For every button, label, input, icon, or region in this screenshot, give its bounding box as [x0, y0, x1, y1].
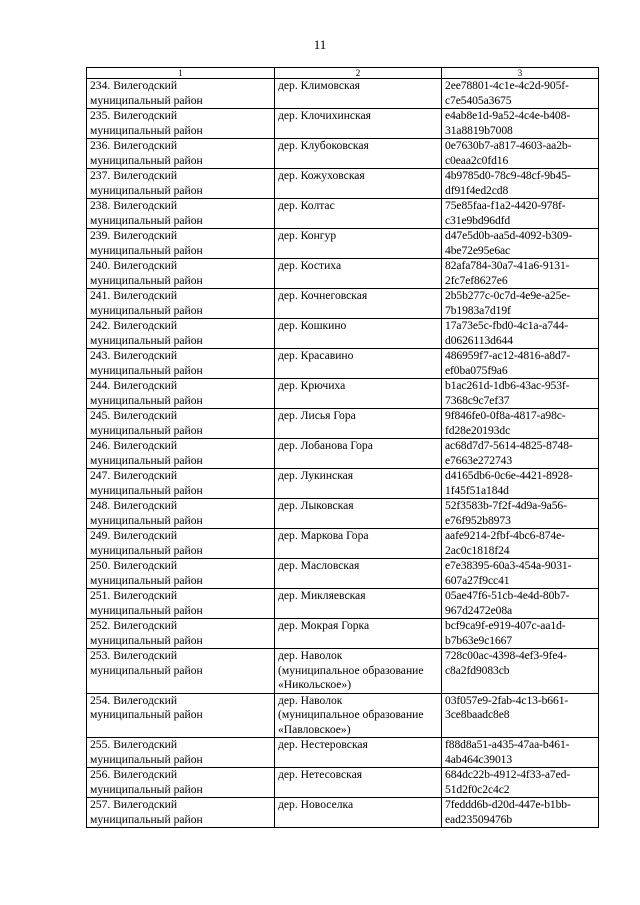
table-row: [87, 199, 599, 229]
district-cell: 249. Вилегодский муниципальный район: [87, 529, 275, 559]
district-cell: 247. Вилегодский муниципальный район: [87, 469, 275, 499]
district-cell: 253. Вилегодский муниципальный район: [87, 649, 275, 694]
settlement-cell: дер. Лобанова Гора: [275, 439, 442, 469]
guid-cell: 75e85faa-f1a2-4420-978f- c31e9bd96dfd: [442, 199, 599, 229]
table-row: [87, 289, 599, 319]
table-row: [87, 439, 599, 469]
district-cell: 255. Вилегодский муниципальный район: [87, 738, 275, 768]
table-row: [87, 738, 599, 768]
district-cell: 245. Вилегодский муниципальный район: [87, 409, 275, 439]
district-cell: 240. Вилегодский муниципальный район: [87, 259, 275, 289]
table-row: [87, 529, 599, 559]
district-cell: 236. Вилегодский муниципальный район: [87, 139, 275, 169]
table-row: [87, 499, 599, 529]
guid-cell: 4b9785d0-78c9-48cf-9b45- df91f4ed2cd8: [442, 169, 599, 199]
table-row: [87, 349, 599, 379]
guid-cell: ac68d7d7-5614-4825-8748- e7663e272743: [442, 439, 599, 469]
table-row: [87, 229, 599, 259]
guid-cell: b1ac261d-1db6-43ac-953f- 7368c9c7ef37: [442, 379, 599, 409]
guid-cell: 684dc22b-4912-4f33-a7ed- 51d2f0c2c4c2: [442, 768, 599, 798]
guid-cell: 82afa784-30a7-41a6-9131- 2fc7ef8627e6: [442, 259, 599, 289]
district-cell: 242. Вилегодский муниципальный район: [87, 319, 275, 349]
settlement-cell: дер. Клубоковская: [275, 139, 442, 169]
guid-cell: 7feddd6b-d20d-447e-b1bb- ead23509476b: [442, 798, 599, 828]
settlement-cell: дер. Мокрая Горка: [275, 619, 442, 649]
guid-cell: f88d8a51-a435-47aa-b461- 4ab464c39013: [442, 738, 599, 768]
table-header-row: [87, 68, 599, 79]
guid-cell: 2ee78801-4c1e-4c2d-905f- c7e5405a3675: [442, 79, 599, 109]
district-cell: 239. Вилегодский муниципальный район: [87, 229, 275, 259]
table-row: [87, 139, 599, 169]
guid-cell: 52f3583b-7f2f-4d9a-9a56- e76f952b8973: [442, 499, 599, 529]
guid-cell: 05ae47f6-51cb-4e4d-80b7- 967d2472e08a: [442, 589, 599, 619]
guid-cell: 17a73e5c-fbd0-4c1a-a744- d0626113d644: [442, 319, 599, 349]
district-cell: 238. Вилегодский муниципальный район: [87, 199, 275, 229]
table-row: [87, 619, 599, 649]
column-header-2: 2: [275, 68, 442, 79]
settlement-cell: дер. Микляевская: [275, 589, 442, 619]
district-cell: 257. Вилегодский муниципальный район: [87, 798, 275, 828]
table-row: [87, 109, 599, 139]
district-cell: 234. Вилегодский муниципальный район: [87, 79, 275, 109]
table-row: [87, 259, 599, 289]
settlement-cell: дер. Конгур: [275, 229, 442, 259]
settlement-cell: дер. Лукинская: [275, 469, 442, 499]
table-row: [87, 693, 599, 738]
district-cell: 241. Вилегодский муниципальный район: [87, 289, 275, 319]
guid-cell: 9f846fe0-0f8a-4817-a98c- fd28e20193dc: [442, 409, 599, 439]
table-row: [87, 79, 599, 109]
guid-cell: bcf9ca9f-e919-407c-aa1d- b7b63e9c1667: [442, 619, 599, 649]
settlement-cell: дер. Кошкино: [275, 319, 442, 349]
guid-cell: 03f057e9-2fab-4c13-b661- 3ce8baadc8e8: [442, 693, 599, 738]
settlement-cell: дер. Лыковская: [275, 499, 442, 529]
column-header-3: 3: [442, 68, 599, 79]
settlement-cell: дер. Новоселка: [275, 798, 442, 828]
settlement-cell: дер. Клочихинская: [275, 109, 442, 139]
table-row: [87, 649, 599, 694]
settlement-cell: дер. Наволок (муниципальное образование «Павловское»): [275, 693, 442, 738]
table-row: [87, 798, 599, 828]
guid-cell: d4165db6-0c6e-4421-8928- 1f45f51a184d: [442, 469, 599, 499]
guid-cell: 0e7630b7-a817-4603-aa2b- c0eaa2c0fd16: [442, 139, 599, 169]
table-row: [87, 768, 599, 798]
page-number: 11: [313, 37, 327, 52]
guid-cell: e4ab8e1d-9a52-4c4e-b408- 31a8819b7008: [442, 109, 599, 139]
settlement-cell: дер. Наволок (муниципальное образование «Никольское»): [275, 649, 442, 694]
guid-cell: 486959f7-ac12-4816-a8d7- ef0ba075f9a6: [442, 349, 599, 379]
settlement-cell: дер. Красавино: [275, 349, 442, 379]
settlements-table: [86, 67, 599, 828]
district-cell: 243. Вилегодский муниципальный район: [87, 349, 275, 379]
table-row: [87, 589, 599, 619]
guid-cell: d47e5d0b-aa5d-4092-b309- 4be72e95e6ac: [442, 229, 599, 259]
column-header-1: 1: [87, 68, 275, 79]
table-row: [87, 379, 599, 409]
district-cell: 244. Вилегодский муниципальный район: [87, 379, 275, 409]
settlement-cell: дер. Маркова Гора: [275, 529, 442, 559]
table-row: [87, 559, 599, 589]
settlement-cell: дер. Кожуховская: [275, 169, 442, 199]
district-cell: 248. Вилегодский муниципальный район: [87, 499, 275, 529]
settlement-cell: дер. Колтас: [275, 199, 442, 229]
district-cell: 252. Вилегодский муниципальный район: [87, 619, 275, 649]
settlement-cell: дер. Крючиха: [275, 379, 442, 409]
guid-cell: 2b5b277c-0c7d-4e9e-a25e- 7b1983a7d19f: [442, 289, 599, 319]
district-cell: 251. Вилегодский муниципальный район: [87, 589, 275, 619]
settlement-cell: дер. Лисья Гора: [275, 409, 442, 439]
district-cell: 256. Вилегодский муниципальный район: [87, 768, 275, 798]
table-row: [87, 469, 599, 499]
settlement-cell: дер. Климовская: [275, 79, 442, 109]
table-row: [87, 409, 599, 439]
settlement-cell: дер. Нетесовская: [275, 768, 442, 798]
settlement-cell: дер. Масловская: [275, 559, 442, 589]
settlement-cell: дер. Костиха: [275, 259, 442, 289]
district-cell: 235. Вилегодский муниципальный район: [87, 109, 275, 139]
guid-cell: e7e38395-60a3-454a-9031- 607a27f9cc41: [442, 559, 599, 589]
district-cell: 237. Вилегодский муниципальный район: [87, 169, 275, 199]
table-row: [87, 319, 599, 349]
settlement-cell: дер. Нестеровская: [275, 738, 442, 768]
settlement-cell: дер. Кочнеговская: [275, 289, 442, 319]
guid-cell: 728c00ac-4398-4ef3-9fe4- c8a2fd9083cb: [442, 649, 599, 694]
district-cell: 246. Вилегодский муниципальный район: [87, 439, 275, 469]
guid-cell: aafe9214-2fbf-4bc6-874e- 2ac0c1818f24: [442, 529, 599, 559]
district-cell: 250. Вилегодский муниципальный район: [87, 559, 275, 589]
district-cell: 254. Вилегодский муниципальный район: [87, 693, 275, 738]
table-row: [87, 169, 599, 199]
